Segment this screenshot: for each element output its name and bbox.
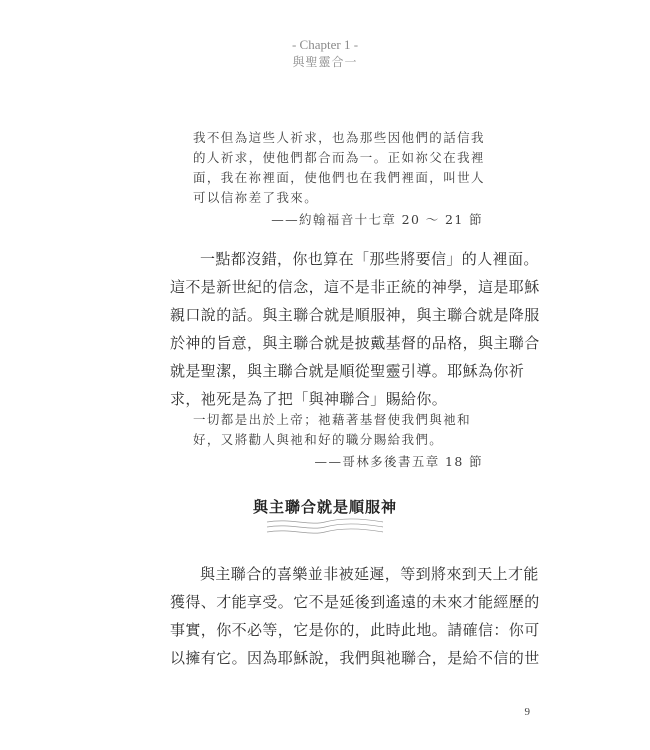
quote-line: 面，我在祢裡面，使他們也在我們裡面，叫世人 (193, 170, 485, 185)
running-header (0, 36, 650, 71)
paragraph-line: 一點都沒錯，你也算在「那些將要信」的人裡面。 (200, 250, 539, 268)
wave-divider-icon (265, 516, 385, 540)
paragraph-line: 求，祂死是為了把「與神聯合」賜給你。 (170, 390, 448, 408)
quote-line: 我不但為這些人祈求，也為那些因他們的話信我 (193, 130, 485, 145)
scripture-quote-1 (193, 128, 483, 230)
chapter-label: - Chapter 1 - (291, 37, 359, 52)
page-number: 9 (524, 706, 530, 718)
paragraph-line: 親口說的話。與主聯合就是順服神，與主聯合就是降服 (170, 306, 540, 324)
paragraph-line: 於神的旨意，與主聯合就是披戴基督的品格，與主聯合 (170, 334, 540, 352)
quote-line: 好，又將勸人與祂和好的職分賜給我們。 (193, 432, 444, 447)
paragraph-line: 獲得、才能享受。它不是延後到遙遠的未來才能經歷的 (170, 593, 540, 611)
paragraph-line: 這不是新世紀的信念，這不是非正統的神學，這是耶穌 (170, 278, 540, 296)
quote-citation: ——約翰福音十七章 20 ～ 21 節 (271, 212, 483, 227)
paragraph-line: 以擁有它。因為耶穌說，我們與祂聯合，是給不信的世 (170, 649, 540, 667)
section-heading: 與主聯合就是順服神 (252, 498, 397, 516)
quote-line: 的人祈求，使他們都合而為一。正如祢父在我裡 (193, 150, 485, 165)
body-paragraph-2 (170, 560, 540, 672)
quote-citation: ——哥林多後書五章 18 節 (314, 454, 483, 469)
chapter-title: 與聖靈合一 (292, 55, 358, 69)
body-paragraph-1 (170, 245, 540, 413)
paragraph-line: 與主聯合的喜樂並非被延遲，等到將來到天上才能 (200, 565, 539, 583)
quote-line: 一切都是出於上帝；祂藉著基督使我們與祂和 (193, 412, 472, 427)
scripture-quote-2 (193, 410, 483, 472)
paragraph-line: 事實，你不必等，它是你的，此時此地。請確信：你可 (170, 621, 540, 639)
paragraph-line: 就是聖潔，與主聯合就是順從聖靈引導。耶穌為你祈 (170, 362, 525, 380)
quote-line: 可以信祢差了我來。 (193, 190, 319, 205)
